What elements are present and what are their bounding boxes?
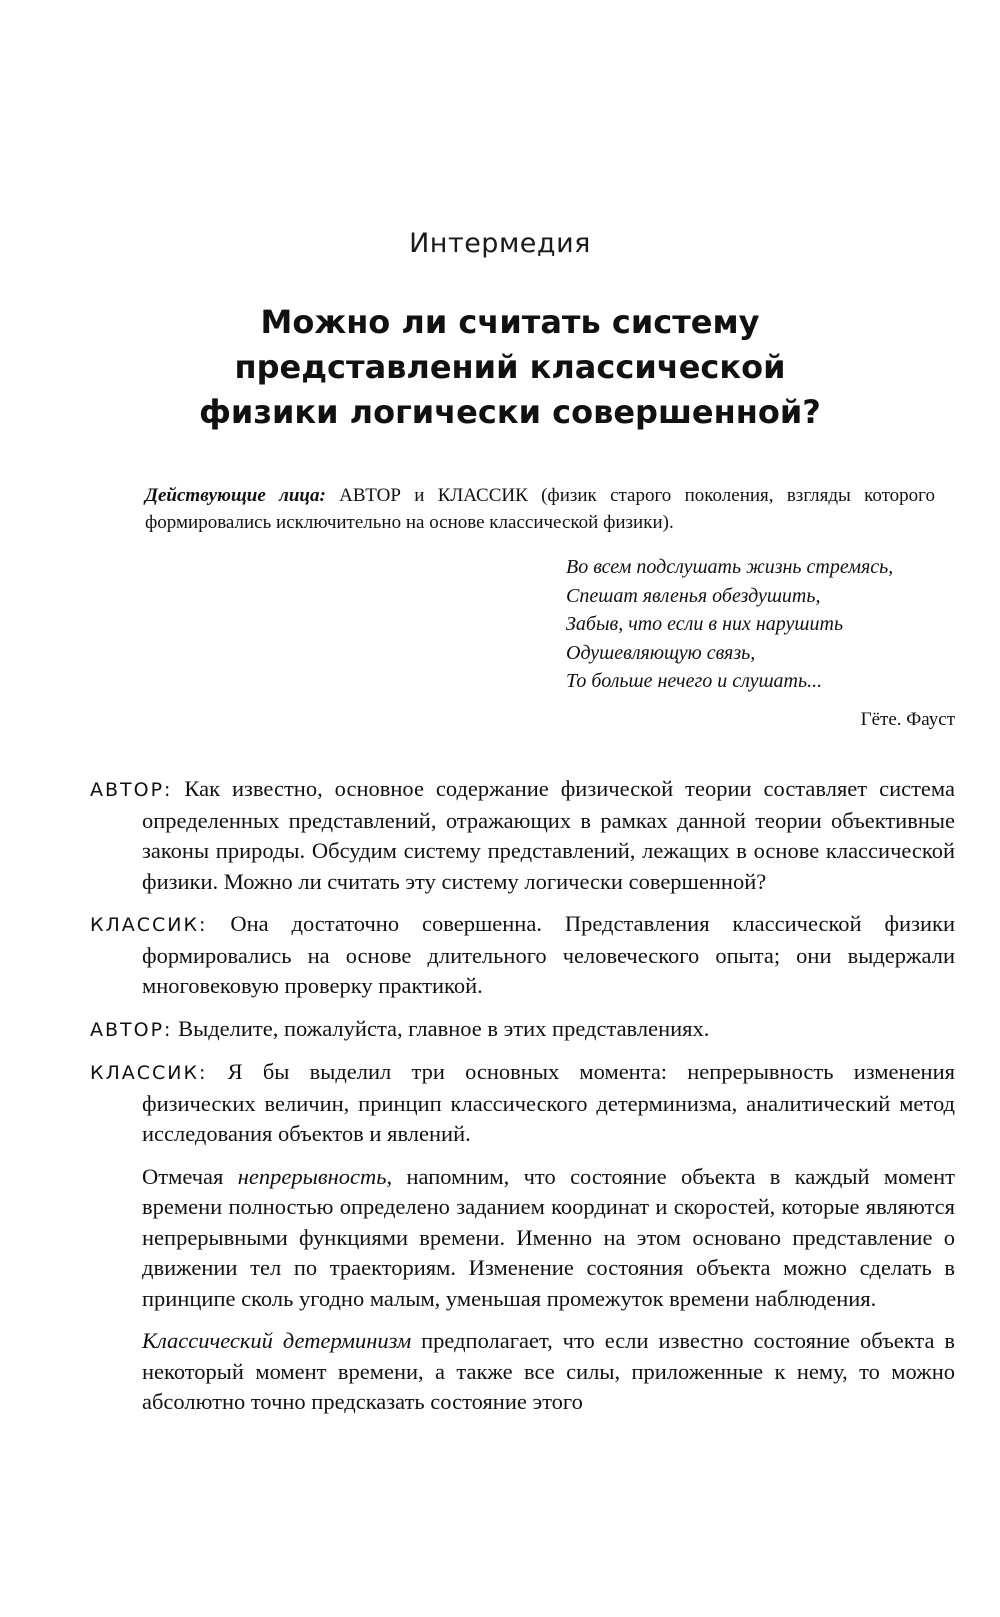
speech-text: Выделите, пожалуйста, главное в этих представлениях. (172, 1015, 710, 1041)
emphasis-term: непрерывность, (237, 1163, 393, 1189)
dialog-turn (90, 774, 955, 897)
dramatis-personae (145, 482, 935, 536)
speaker-label: КЛАССИК: (90, 1062, 208, 1084)
dialog-turn (90, 1057, 955, 1150)
speaker-label: АВТОР: (90, 779, 173, 801)
speech-text: Я бы выделил три основных момента: непрерывность изменения физических величин, принцип классического детерминизма, аналитический метод исследования объектов и явлений. (142, 1059, 955, 1146)
dialog (90, 774, 955, 1430)
title-line: представлений классической (234, 348, 786, 386)
paragraph-text: предполагает, что если известно состояние объекта в некоторый момент времени, а также все силы, приложенные к нему, то можно абсолютно точно предсказать состояние этого (142, 1328, 955, 1414)
epigraph-line: Одушевляющую связь, (566, 641, 756, 664)
epigraph-line: Забыв, что если в них нарушить (566, 613, 844, 635)
epigraph-line: Во всем подслушать жизнь стремясь, (566, 556, 894, 578)
epigraph-attribution: Гёте. Фауст (860, 709, 955, 730)
section-kicker: Интермедия (409, 228, 591, 259)
speaker-label: АВТОР: (90, 1018, 173, 1041)
title-line: физики логически совершенной? (199, 393, 821, 431)
emphasis-term: Классический детерминизм (142, 1328, 412, 1353)
paragraph-text: напомним, что состояние объекта в каждый момент времени полностью определено заданием координат и скоростей, которые являются непрерывными функциями времени. Именно на этом основано представление о движении тел по траекториям. Изменение состояния объекта можно сделать в принципе сколь угодно малым, уменьшая промежуток времени наблюдения. (142, 1163, 955, 1311)
dialog-turn (90, 1014, 955, 1046)
dramatis-personae-text: АВТОР и КЛАССИК (физик старого поколения, взгляды которого формировались исключительно на основе классической физики). (145, 485, 935, 533)
epigraph-line: То больше нечего и слушать... (566, 670, 823, 692)
continuation-paragraph (142, 1162, 955, 1315)
epigraph-line: Спешат явленья обездушить, (566, 584, 821, 607)
chapter-title (150, 300, 870, 435)
speech-text: Как известно, основное содержание физической теории составляет система определенных представлений, отражающих в рамках данной теории объективные законы природы. Обсудим систему представлений, лежащих в основе классической физики. Можно ли считать эту систему логически совершенной? (142, 776, 955, 894)
dialog-turn (90, 909, 955, 1002)
continuation-paragraph (142, 1326, 955, 1418)
speech-text: Она достаточно совершенна. Представления классической физики формировались на основе длительного человеческого опыта; они выдержали многовековую проверку практикой. (142, 911, 955, 998)
speaker-label: КЛАССИК: (90, 914, 208, 936)
title-line: Можно ли считать систему (260, 303, 760, 341)
dramatis-personae-label: Действующие лица: (145, 485, 326, 506)
paragraph-text: Отмечая (142, 1163, 238, 1189)
epigraph (566, 553, 956, 696)
